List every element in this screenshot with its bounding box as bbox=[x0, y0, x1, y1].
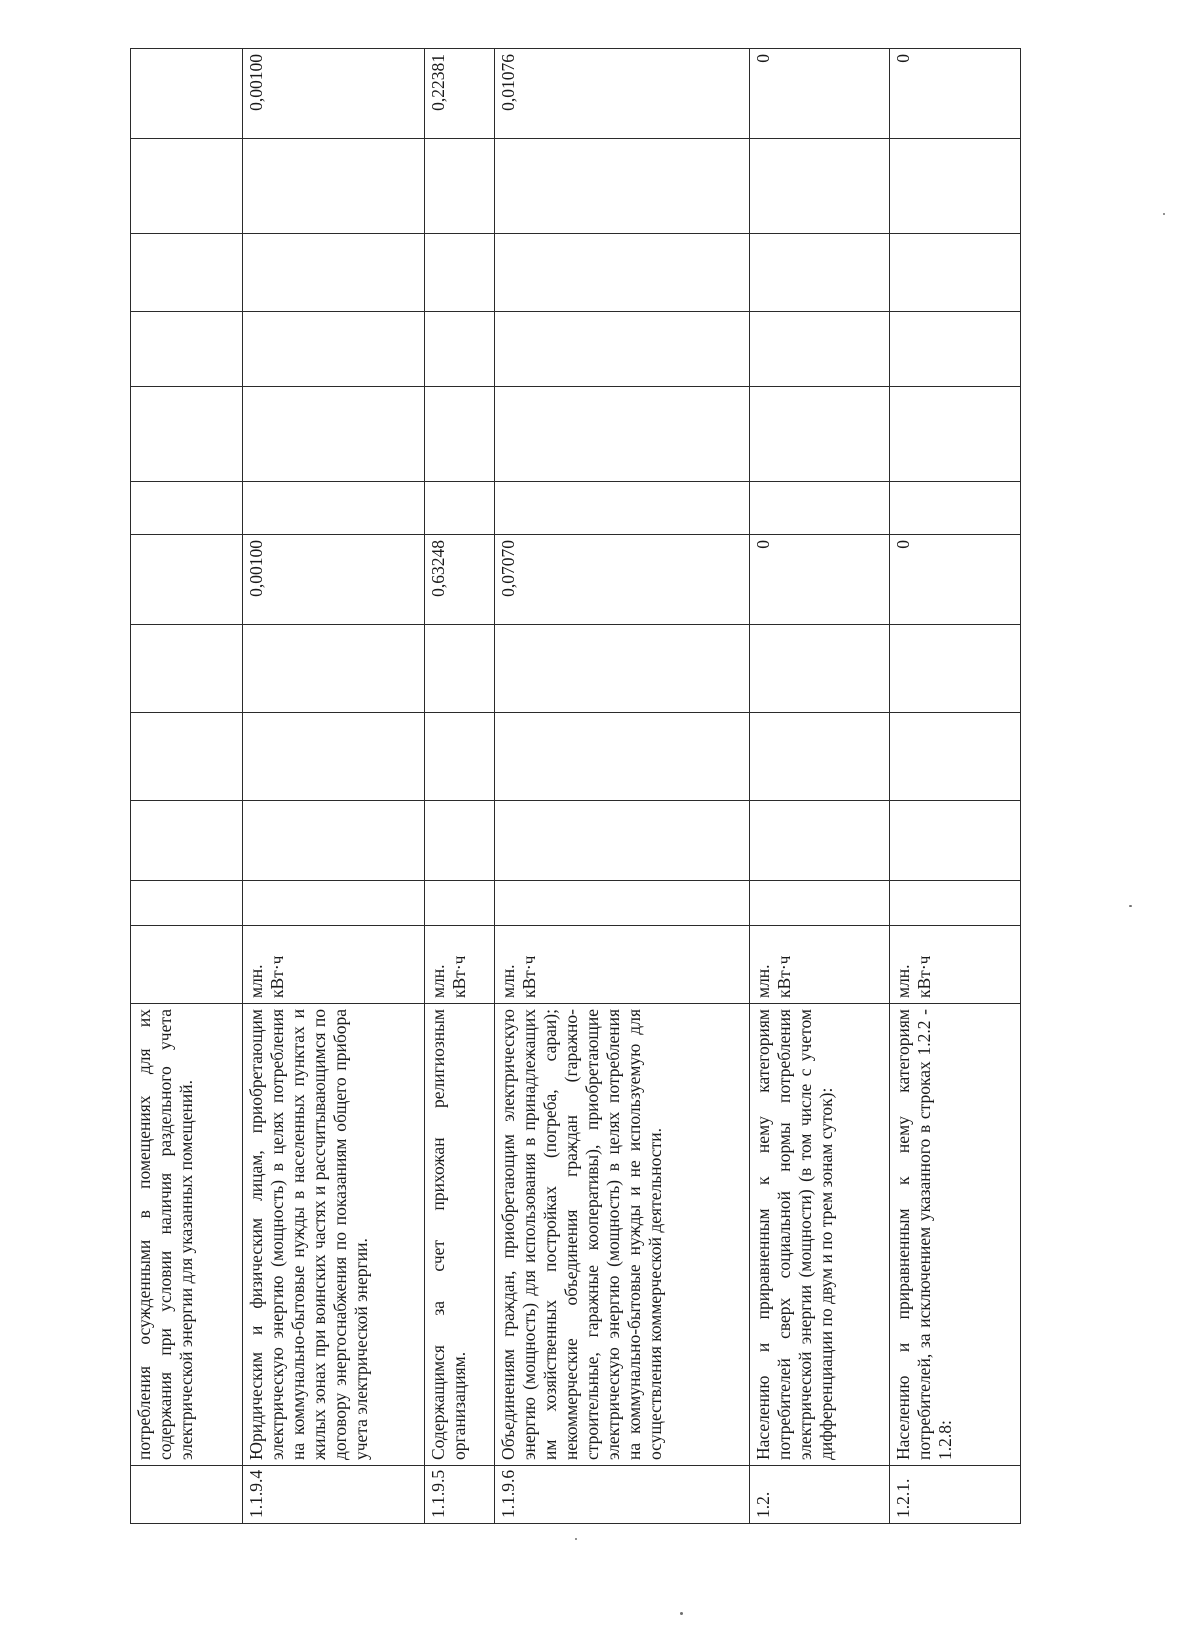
empty-cell bbox=[131, 482, 243, 535]
row-unit: млн. кВт·ч bbox=[750, 926, 890, 1004]
empty-cell bbox=[495, 881, 750, 926]
row-description: Содержащимся за счет прихожан религиозным организациям. bbox=[425, 1004, 495, 1466]
empty-cell bbox=[890, 881, 1021, 926]
empty-cell bbox=[425, 139, 495, 234]
empty-cell bbox=[890, 387, 1021, 482]
empty-cell bbox=[425, 387, 495, 482]
empty-cell bbox=[750, 881, 890, 926]
row-unit: млн. кВт·ч bbox=[495, 926, 750, 1004]
empty-cell bbox=[243, 801, 425, 881]
empty-cell bbox=[750, 482, 890, 535]
empty-cell bbox=[243, 482, 425, 535]
empty-cell bbox=[425, 625, 495, 713]
value-cell bbox=[131, 49, 243, 139]
row-unit: млн. кВт·ч bbox=[425, 926, 495, 1004]
empty-cell bbox=[425, 234, 495, 312]
value-cell: 0 bbox=[890, 49, 1021, 139]
row-number bbox=[131, 1466, 243, 1524]
empty-cell bbox=[131, 713, 243, 801]
empty-cell bbox=[750, 312, 890, 387]
empty-cell bbox=[131, 387, 243, 482]
empty-cell bbox=[425, 801, 495, 881]
empty-cell bbox=[131, 312, 243, 387]
empty-cell bbox=[890, 312, 1021, 387]
empty-cell bbox=[750, 139, 890, 234]
empty-cell bbox=[495, 234, 750, 312]
empty-cell bbox=[243, 625, 425, 713]
rotated-page bbox=[130, 49, 1020, 1524]
row-number: 1.2.1. bbox=[890, 1466, 1021, 1524]
empty-cell bbox=[495, 387, 750, 482]
table-row bbox=[750, 49, 890, 1524]
scan-speck bbox=[680, 1612, 683, 1615]
empty-cell bbox=[890, 625, 1021, 713]
value-cell: 0,00100 bbox=[243, 535, 425, 625]
empty-cell bbox=[890, 139, 1021, 234]
value-cell: 0 bbox=[750, 49, 890, 139]
empty-cell bbox=[243, 234, 425, 312]
table-row bbox=[243, 49, 425, 1524]
empty-cell bbox=[890, 801, 1021, 881]
row-unit: млн. кВт·ч bbox=[890, 926, 1021, 1004]
row-number: 1.2. bbox=[750, 1466, 890, 1524]
tariff-table bbox=[130, 48, 1021, 1524]
empty-cell bbox=[243, 881, 425, 926]
table-row bbox=[425, 49, 495, 1524]
row-number: 1.1.9.5 bbox=[425, 1466, 495, 1524]
empty-cell bbox=[131, 801, 243, 881]
empty-cell bbox=[495, 139, 750, 234]
table-row bbox=[131, 49, 243, 1524]
empty-cell bbox=[495, 625, 750, 713]
empty-cell bbox=[131, 234, 243, 312]
scan-speck bbox=[1163, 213, 1165, 215]
table-row bbox=[495, 49, 750, 1524]
empty-cell bbox=[750, 713, 890, 801]
empty-cell bbox=[890, 713, 1021, 801]
empty-cell bbox=[750, 234, 890, 312]
row-number: 1.1.9.6 bbox=[495, 1466, 750, 1524]
scan-speck bbox=[1129, 905, 1132, 907]
value-cell: 0 bbox=[750, 535, 890, 625]
row-description: потребления осужденными в помещениях для их содержания при условии наличия раздельного учета электрической энергии для указанных помещений. bbox=[131, 1004, 243, 1466]
empty-cell bbox=[890, 234, 1021, 312]
empty-cell bbox=[243, 713, 425, 801]
scan-speck bbox=[575, 1538, 577, 1540]
empty-cell bbox=[495, 713, 750, 801]
row-description: Населению и приравненным к нему категориям потребителей сверх социальной нормы потребления электрической энергии (мощности) (в том числе с учетом дифференциации по двум и по трем зонам суток): bbox=[750, 1004, 890, 1466]
empty-cell bbox=[131, 625, 243, 713]
empty-cell bbox=[131, 881, 243, 926]
empty-cell bbox=[243, 312, 425, 387]
value-cell: 0,00100 bbox=[243, 49, 425, 139]
value-cell: 0 bbox=[890, 535, 1021, 625]
value-cell bbox=[131, 535, 243, 625]
empty-cell bbox=[495, 801, 750, 881]
row-description: Объединениям граждан, приобретающим электрическую энергию (мощность) для использования в принадлежащих им хозяйственных постройках (погреба, сараи); некоммерческие объединения граждан (гаражно-строительные, гаражные кооперативы), приобретающие электрическую энергию (мощность) в целях потребления на коммунально-бытовые нужды и не используемую для осуществления коммерческой деятельности. bbox=[495, 1004, 750, 1466]
empty-cell bbox=[243, 139, 425, 234]
empty-cell bbox=[425, 713, 495, 801]
row-unit: млн. кВт·ч bbox=[243, 926, 425, 1004]
empty-cell bbox=[131, 139, 243, 234]
value-cell: 0,63248 bbox=[425, 535, 495, 625]
value-cell: 0,01076 bbox=[495, 49, 750, 139]
empty-cell bbox=[243, 387, 425, 482]
empty-cell bbox=[750, 801, 890, 881]
empty-cell bbox=[425, 312, 495, 387]
empty-cell bbox=[890, 482, 1021, 535]
empty-cell bbox=[750, 387, 890, 482]
empty-cell bbox=[495, 482, 750, 535]
value-cell: 0,22381 bbox=[425, 49, 495, 139]
empty-cell bbox=[495, 312, 750, 387]
empty-cell bbox=[425, 482, 495, 535]
empty-cell bbox=[750, 625, 890, 713]
value-cell: 0,07070 bbox=[495, 535, 750, 625]
row-unit bbox=[131, 926, 243, 1004]
empty-cell bbox=[425, 881, 495, 926]
row-description: Населению и приравненным к нему категориям потребителей, за исключением указанного в строках 1.2.2 - 1.2.8: bbox=[890, 1004, 1021, 1466]
row-number: 1.1.9.4 bbox=[243, 1466, 425, 1524]
row-description: Юридическим и физическим лицам, приобретающим электрическую энергию (мощность) в целях потребления на коммунально-бытовые нужды в населенных пунктах и жилых зонах при воинских частях и рассчитывающимся по договору энергоснабжения по показаниям общего прибора учета электрической энергии. bbox=[243, 1004, 425, 1466]
table-row bbox=[890, 49, 1021, 1524]
